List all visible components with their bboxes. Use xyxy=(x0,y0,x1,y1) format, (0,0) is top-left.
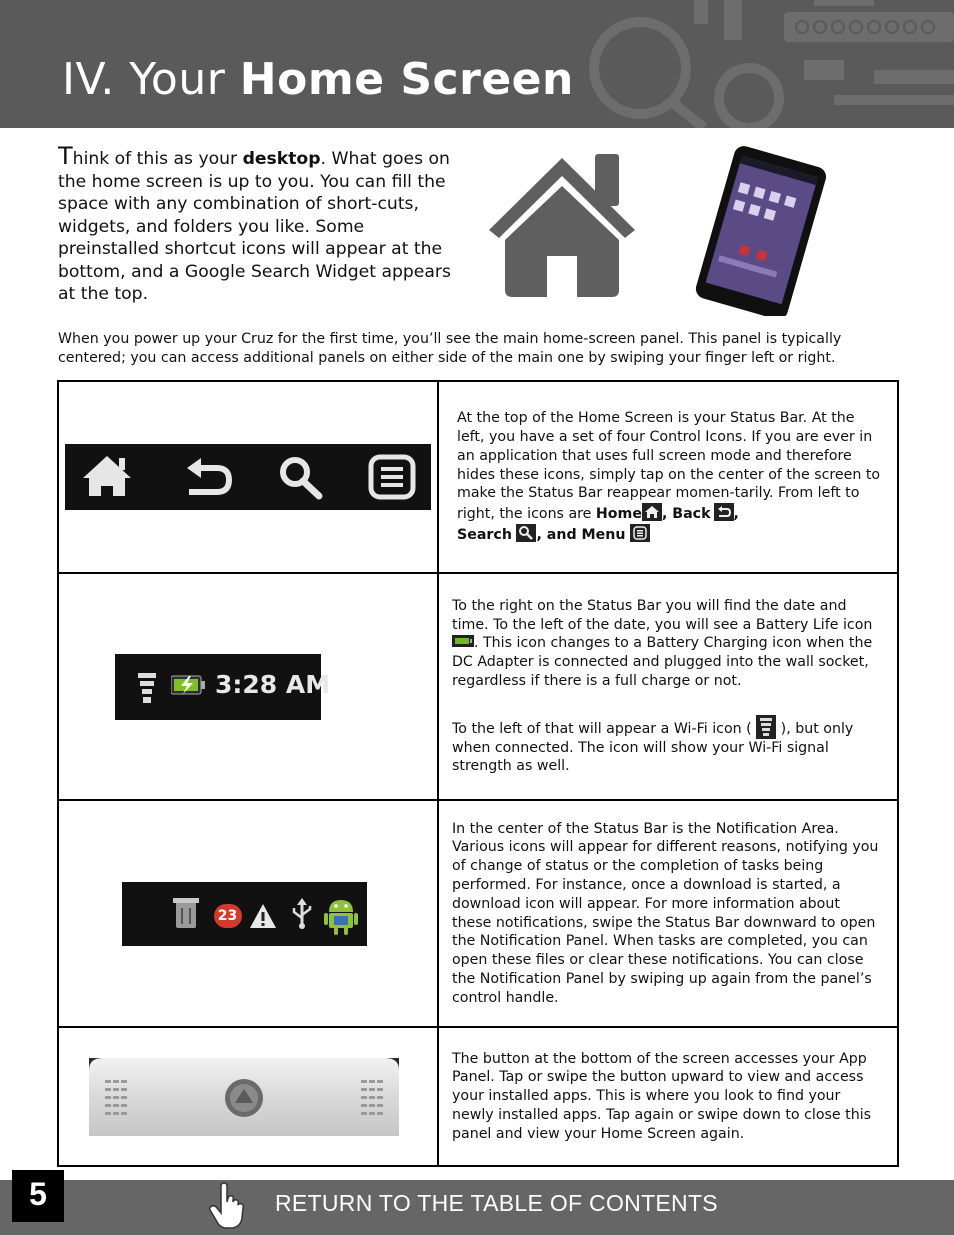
tablet-device-image xyxy=(684,146,839,316)
control-icons-bar-image xyxy=(65,444,431,510)
battery-paragraph xyxy=(452,597,881,691)
table-row xyxy=(58,800,898,1027)
trash-icon xyxy=(170,894,202,930)
back-icon xyxy=(714,503,734,521)
battery-text-before: To the right on the Status Bar you will find the date and time. To the left of the date, you will see a Battery Life icon xyxy=(452,597,873,633)
notification-icons-image xyxy=(122,882,367,946)
home-label: Home xyxy=(595,506,642,523)
status-clock-image xyxy=(115,654,331,720)
page-title-prefix: IV. Your xyxy=(62,54,240,105)
wifi-text-after: ), but only when connected. The icon will show your Wi-Fi signal strength as well. xyxy=(452,720,854,775)
control-icons-intro: At the top of the Home Screen is your Status Bar. At the left, you have a set of four Control Icons. If you are ever in an application that uses full screen mode and therefore hides these icons, simply tap on the center of the screen to make the Status Bar reappear momen-tarily. From left to right, the icons are xyxy=(457,410,881,523)
notification-area-description xyxy=(438,800,898,1027)
pointing-hand-icon[interactable] xyxy=(207,1182,247,1230)
separator: , xyxy=(661,506,673,523)
app-panel-handle-image xyxy=(89,1058,399,1136)
header-banner xyxy=(0,0,954,128)
page-title-bold: Home Screen xyxy=(239,54,574,105)
intro-paragraph xyxy=(58,142,458,306)
home-icon xyxy=(642,503,662,521)
intro-text-before: hink of this as your xyxy=(72,149,243,169)
intro-dropcap: T xyxy=(58,142,73,170)
status-clock-description xyxy=(438,573,898,800)
status-clock-image-cell xyxy=(58,573,438,800)
control-icons-image-cell xyxy=(58,381,438,573)
android-icon xyxy=(324,894,358,936)
wifi-icon xyxy=(135,667,159,707)
separator: , and xyxy=(536,526,582,543)
menu-label: Menu xyxy=(581,526,626,543)
lead-paragraph: When you power up your Cruz for the first time, you’ll see the main home-screen panel. This panel is typically centered; you can access additional panels on either side of the main one by swiping your finger left or right. xyxy=(58,331,842,366)
status-clock-time: 3:28 AM xyxy=(215,669,331,699)
app-panel-button-image-cell xyxy=(58,1027,438,1166)
circuit-decoration-icon xyxy=(574,0,954,128)
return-to-toc-link[interactable]: RETURN TO THE TABLE OF CONTENTS xyxy=(275,1190,718,1216)
control-icons-description xyxy=(438,381,898,573)
battery-icon xyxy=(452,635,474,647)
search-icon xyxy=(516,524,536,542)
page-number: 5 xyxy=(12,1170,64,1222)
battery-text-after: . This icon changes to a Battery Charging icon when the DC Adapter is connected and plugged into the wall socket, regardless if there is a full charge or not. xyxy=(452,635,873,689)
wifi-inline-icon xyxy=(756,715,776,739)
notification-icons-image-cell xyxy=(58,800,438,1027)
battery-charging-icon xyxy=(171,674,205,696)
info-table xyxy=(57,380,899,1167)
table-row xyxy=(58,381,898,573)
table-row xyxy=(58,573,898,800)
wifi-text-before: To the left of that will appear a Wi-Fi icon ( xyxy=(452,720,757,737)
menu-icon xyxy=(630,524,650,542)
page-title xyxy=(62,54,574,105)
house-icon xyxy=(487,150,637,300)
app-panel-description xyxy=(438,1027,898,1166)
back-label: Back xyxy=(672,506,711,523)
usb-icon xyxy=(288,898,316,930)
control-icons-text xyxy=(457,409,881,545)
calendar-badge-number: 23 xyxy=(217,907,238,924)
table-row xyxy=(58,1027,898,1166)
notification-text: In the center of the Status Bar is the Notification Area. Various icons will appear for different reasons, notifying you of change of status or the completion of tasks being performed. For instance, once a download is started, a download icon will appear. For more information about these notifications, swipe the Status Bar downward to open the Notification Panel. When tasks are completed, you can open these files or clear these notifications. You can close the Notification Panel by swiping up again from the panel’s control handle. xyxy=(452,820,879,1006)
warning-icon xyxy=(249,902,277,930)
intro-text-after: . What goes on the home screen is up to you. You can fill the space with any combination of short-cuts, widgets, and folders you like. Some preinstalled shortcut icons will appear at the bottom, and a Google Search Widget appears at the top. xyxy=(58,149,451,304)
wifi-paragraph xyxy=(452,715,881,777)
intro-bold-word: desktop xyxy=(242,149,321,169)
app-panel-text: The button at the bottom of the screen accesses your App Panel. Tap or swipe the button upward to view and access your installed apps. This is where you look to find your newly installed apps. Tap again or swipe down to close this panel and view your Home Screen again. xyxy=(452,1050,872,1142)
separator: , xyxy=(733,506,739,523)
calendar-icon xyxy=(214,904,242,928)
search-label: Search xyxy=(457,526,512,543)
